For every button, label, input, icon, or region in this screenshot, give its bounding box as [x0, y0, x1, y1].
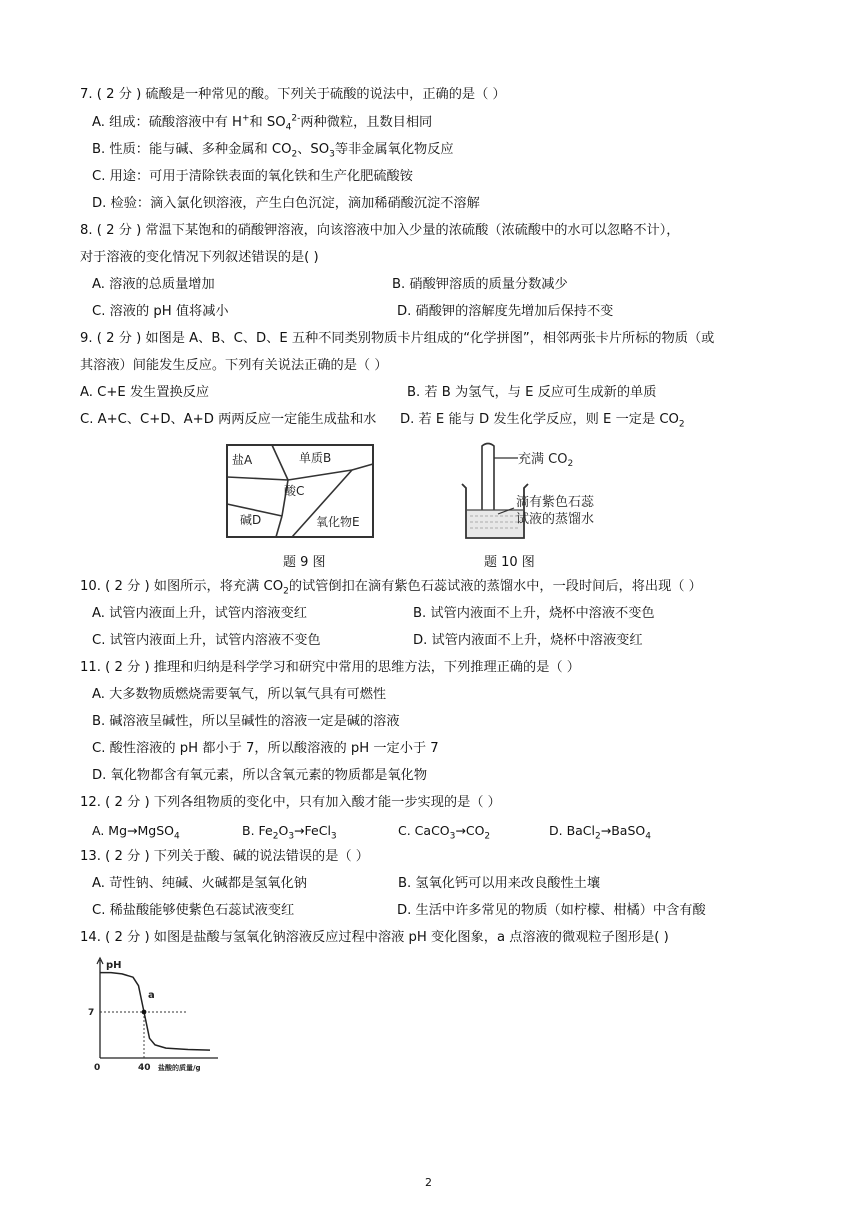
q12-stem: 12. ( 2 分 ) 下列各组物质的变化中，只有加入酸才能一步实现的是（ ） — [80, 795, 501, 810]
fig10-label-litmus: 滴有紫色石蕊 — [516, 495, 595, 510]
q8-stem-1: 8. ( 2 分 ) 常温下某饱和的硝酸钾溶液，向该溶液中加入少量的浓硫酸（浓硫酸中的水可以忽略不计）， — [80, 223, 680, 238]
q7-option-c: C. 用途：可用于清除铁表面的氧化铁和生产化肥硫酸铵 — [92, 169, 413, 184]
figure-9-puzzle — [224, 442, 376, 540]
q12-option-a: A. Mg→MgSO$_4$ — [92, 823, 180, 842]
q12-option-b: B. $Fe_2O_3\to FeCl_3$ — [242, 823, 337, 842]
q7-option-a: A. 组成：硫酸溶液中有 H+和 $SO_4^{2-}$两种微粒，且数目相同 — [92, 113, 433, 133]
q9-option-d: D. 若 E 能与 D 发生化学反应，则 E 一定是 $CO_2$ — [400, 412, 685, 430]
q13-option-d: D. 生活中许多常见的物质（如柠檬、柑橘）中含有酸 — [397, 903, 706, 918]
q9-option-c: C. A+C、C+D、A+D 两两反应一定能生成盐和水 — [80, 412, 377, 427]
q8-stem-2: 对于溶液的变化情况下列叙述错误的是( ) — [80, 250, 319, 265]
q10-option-a: A. 试管内液面上升，试管内溶液变红 — [92, 606, 307, 621]
q8-option-d: D. 硝酸钾的溶解度先增加后保持不变 — [397, 304, 614, 319]
q8-option-b: B. 硝酸钾溶质的质量分数减少 — [392, 277, 568, 292]
q7-option-b: B. 性质：能与碱、多种金属和 $CO_2$、$SO_3$等非金属氧化物反应 — [92, 142, 454, 160]
fig9-label-c: 酸C — [284, 484, 305, 498]
q11-option-c: C. 酸性溶液的 pH 都小于 7，所以酸溶液的 pH 一定小于 7 — [92, 741, 439, 756]
q12-option-c: C. $CaCO_3\to CO_2$ — [398, 823, 491, 842]
q7-stem: 7. ( 2 分 ) 硫酸是一种常见的酸。下列关于硫酸的说法中，正确的是（ ） — [80, 87, 506, 102]
q11-option-b: B. 碱溶液呈碱性，所以呈碱性的溶液一定是碱的溶液 — [92, 714, 400, 729]
fig10-label-co2: 充满 $CO_2$ — [518, 452, 574, 469]
fig10-label-water: 试液的蒸馏水 — [516, 512, 595, 527]
q10-option-b: B. 试管内液面不上升，烧杯中溶液不变色 — [413, 606, 655, 621]
q9-option-a: A. C+E 发生置换反应 — [80, 385, 210, 400]
q9-stem-2: 其溶液）间能发生反应。下列有关说法正确的是（ ） — [80, 358, 388, 373]
x-tick-40: 40 — [138, 1063, 151, 1072]
fig9-caption: 题 9 图 — [283, 555, 326, 570]
fig9-label-d: 碱D — [240, 513, 262, 527]
page-number: 2 — [425, 1176, 432, 1189]
q11-option-d: D. 氧化物都含有氧元素，所以含氧元素的物质都是氧化物 — [92, 768, 428, 783]
y-tick-7: 7 — [88, 1008, 95, 1018]
q10-stem: 10. ( 2 分 ) 如图所示，将充满 $CO_2$的试管倒扣在滴有紫色石蕊试液的蒸馏水中，一段时间后，将出现（ ） — [80, 579, 702, 597]
q10-option-d: D. 试管内液面不上升，烧杯中溶液变红 — [413, 633, 643, 648]
fig9-label-b: 单质B — [299, 451, 332, 465]
ph-curve — [100, 973, 210, 1051]
q13-stem: 13. ( 2 分 ) 下列关于酸、碱的说法错误的是（ ） — [80, 849, 369, 864]
point-a — [142, 1010, 147, 1015]
q10-option-c: C. 试管内液面上升，试管内溶液不变色 — [92, 633, 321, 648]
q14-stem: 14. ( 2 分 ) 如图是盐酸与氢氧化钠溶液反应过程中溶液 pH 变化图象，a 点溶液的微观粒子图形是( ) — [80, 930, 669, 945]
x-axis-label: 盐酸的质量/g — [158, 1064, 201, 1072]
q11-option-a: A. 大多数物质燃烧需要氧气，所以氧气具有可燃性 — [92, 687, 387, 702]
point-a-label: a — [148, 990, 155, 1001]
figure-10-apparatus — [458, 440, 618, 542]
q13-option-b: B. 氢氧化钙可以用来改良酸性土壤 — [398, 876, 601, 891]
y-axis-label: pH — [106, 960, 122, 971]
q7-option-d: D. 检验：滴入氯化钡溶液，产生白色沉淀，滴加稀硝酸沉淀不溶解 — [92, 196, 480, 211]
q11-stem: 11. ( 2 分 ) 推理和归纳是科学学习和研究中常用的思维方法，下列推理正确的是（ ） — [80, 660, 580, 675]
x-tick-0: 0 — [94, 1063, 101, 1072]
fig9-label-e: 氧化物E — [316, 515, 360, 529]
q9-option-b: B. 若 B 为氢气，与 E 反应可生成新的单质 — [407, 385, 657, 400]
ph-chart — [84, 954, 224, 1072]
q12-option-d: D. BaCl$_2$→BaSO$_4$ — [549, 823, 651, 842]
q8-option-a: A. 溶液的总质量增加 — [92, 277, 215, 292]
q13-option-a: A. 苛性钠、纯碱、火碱都是氢氧化钠 — [92, 876, 307, 891]
q9-stem-1: 9. ( 2 分 ) 如图是 A、B、C、D、E 五种不同类别物质卡片组成的“化学拼图”，相邻两张卡片所标的物质（或 — [80, 331, 715, 346]
fig10-caption: 题 10 图 — [484, 555, 535, 570]
fig9-label-a: 盐A — [232, 453, 253, 467]
q13-option-c: C. 稀盐酸能够使紫色石蕊试液变红 — [92, 903, 295, 918]
q8-option-c: C. 溶液的 pH 值将减小 — [92, 304, 229, 319]
